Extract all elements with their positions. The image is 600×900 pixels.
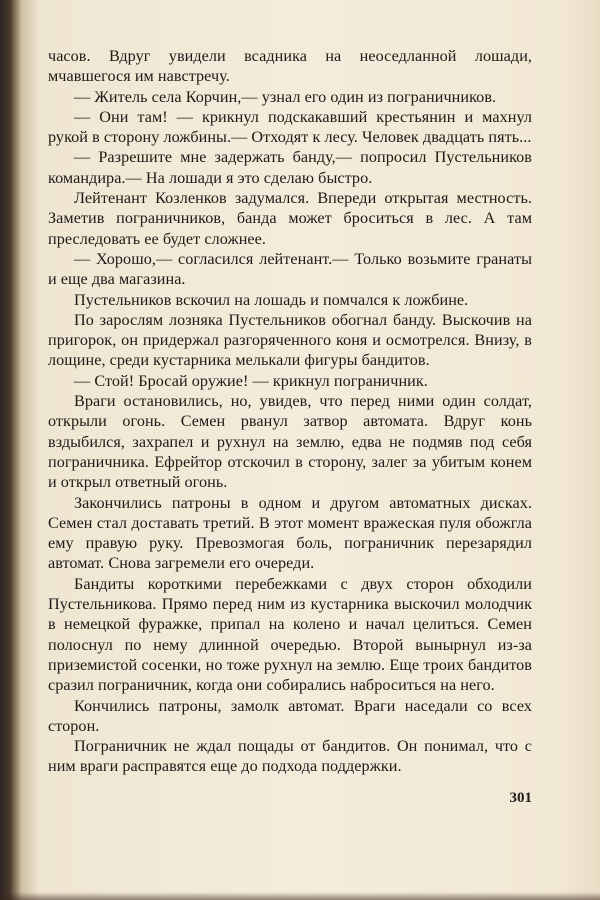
paragraph-4: — Разрешите мне задержать банду,— попросил Пустельников командира.— На лошади я это сделаю быстро. <box>48 148 532 187</box>
paragraph-8: По зарослям лозняка Пустельников обогнал банду. Выскочив на пригорок, он придержал разгоряченного коня и осмотрелся. Внизу, в лощине, среди кустарника мелькали фигуры бандитов. <box>48 310 532 370</box>
paragraph-6: — Хорошо,— согласился лейтенант.— Только возьмите гранаты и еще два магазина. <box>48 249 532 289</box>
page-edge-shadow <box>0 892 600 900</box>
paragraph-14: Пограничник не ждал пощады от бандитов. Он понимал, что с ним враги расправятся еще до подхода поддержки. <box>48 737 532 776</box>
paragraph-10: Враги остановились, но, увидев, что перед ними один солдат, открыли огонь. Семен рванул затвор автомата. Вдруг конь вздыбился, захрапел и рухнул на землю, едва не подмяв под себя пограничника. Ефрейтор отскочил в сторону, залег за убитым конем и открыл ответный огонь. <box>48 392 532 492</box>
body-text <box>48 46 532 777</box>
paragraph-11: Закончились патроны в одном и другом автоматных дисках. Семен стал доставать третий. В этот момент вражеская пуля обожгла ему правую руку. Превозмогая боль, пограничник перезарядил автомат. Снова загремели его очереди. <box>48 493 532 573</box>
page-number: 301 <box>509 790 532 806</box>
paragraph-12: Бандиты короткими перебежками с двух сторон обходили Пустельникова. Прямо перед ним из кустарника выскочил молодчик в немецкой фуражке, припал на колено и начал целиться. Семен полоснул по нему длинной очередью. Второй вынырнул из-за приземистой сосенки, но тоже рухнул на землю. Еще троих бандитов сразил пограничник, когда они собирались наброситься на него. <box>48 574 532 695</box>
paragraph-13: Кончились патроны, замолк автомат. Враги наседали со всех сторон. <box>48 696 532 735</box>
paragraph-9: — Стой! Бросай оружие! — крикнул пограничник. <box>74 371 428 390</box>
paragraph-1: часов. Вдруг увидели всадника на неоседланной лошади, мчавшегося им навстречу. <box>48 47 532 86</box>
paragraph-5: Лейтенант Козленков задумался. Впереди открытая местность. Заметив пограничников, банда может броситься в лес. А там преследовать ее будет сложнее. <box>48 189 532 248</box>
paragraph-7: Пустельников вскочил на лошадь и помчался к ложбине. <box>74 290 469 309</box>
paragraph-2: — Житель села Корчин,— узнал его один из пограничников. <box>74 87 497 106</box>
paragraph-3: — Они там! — крикнул подскакавший крестьянин и махнул рукой в сторону ложбины.— Отходят к лесу. Человек двадцать пять... <box>48 107 532 147</box>
